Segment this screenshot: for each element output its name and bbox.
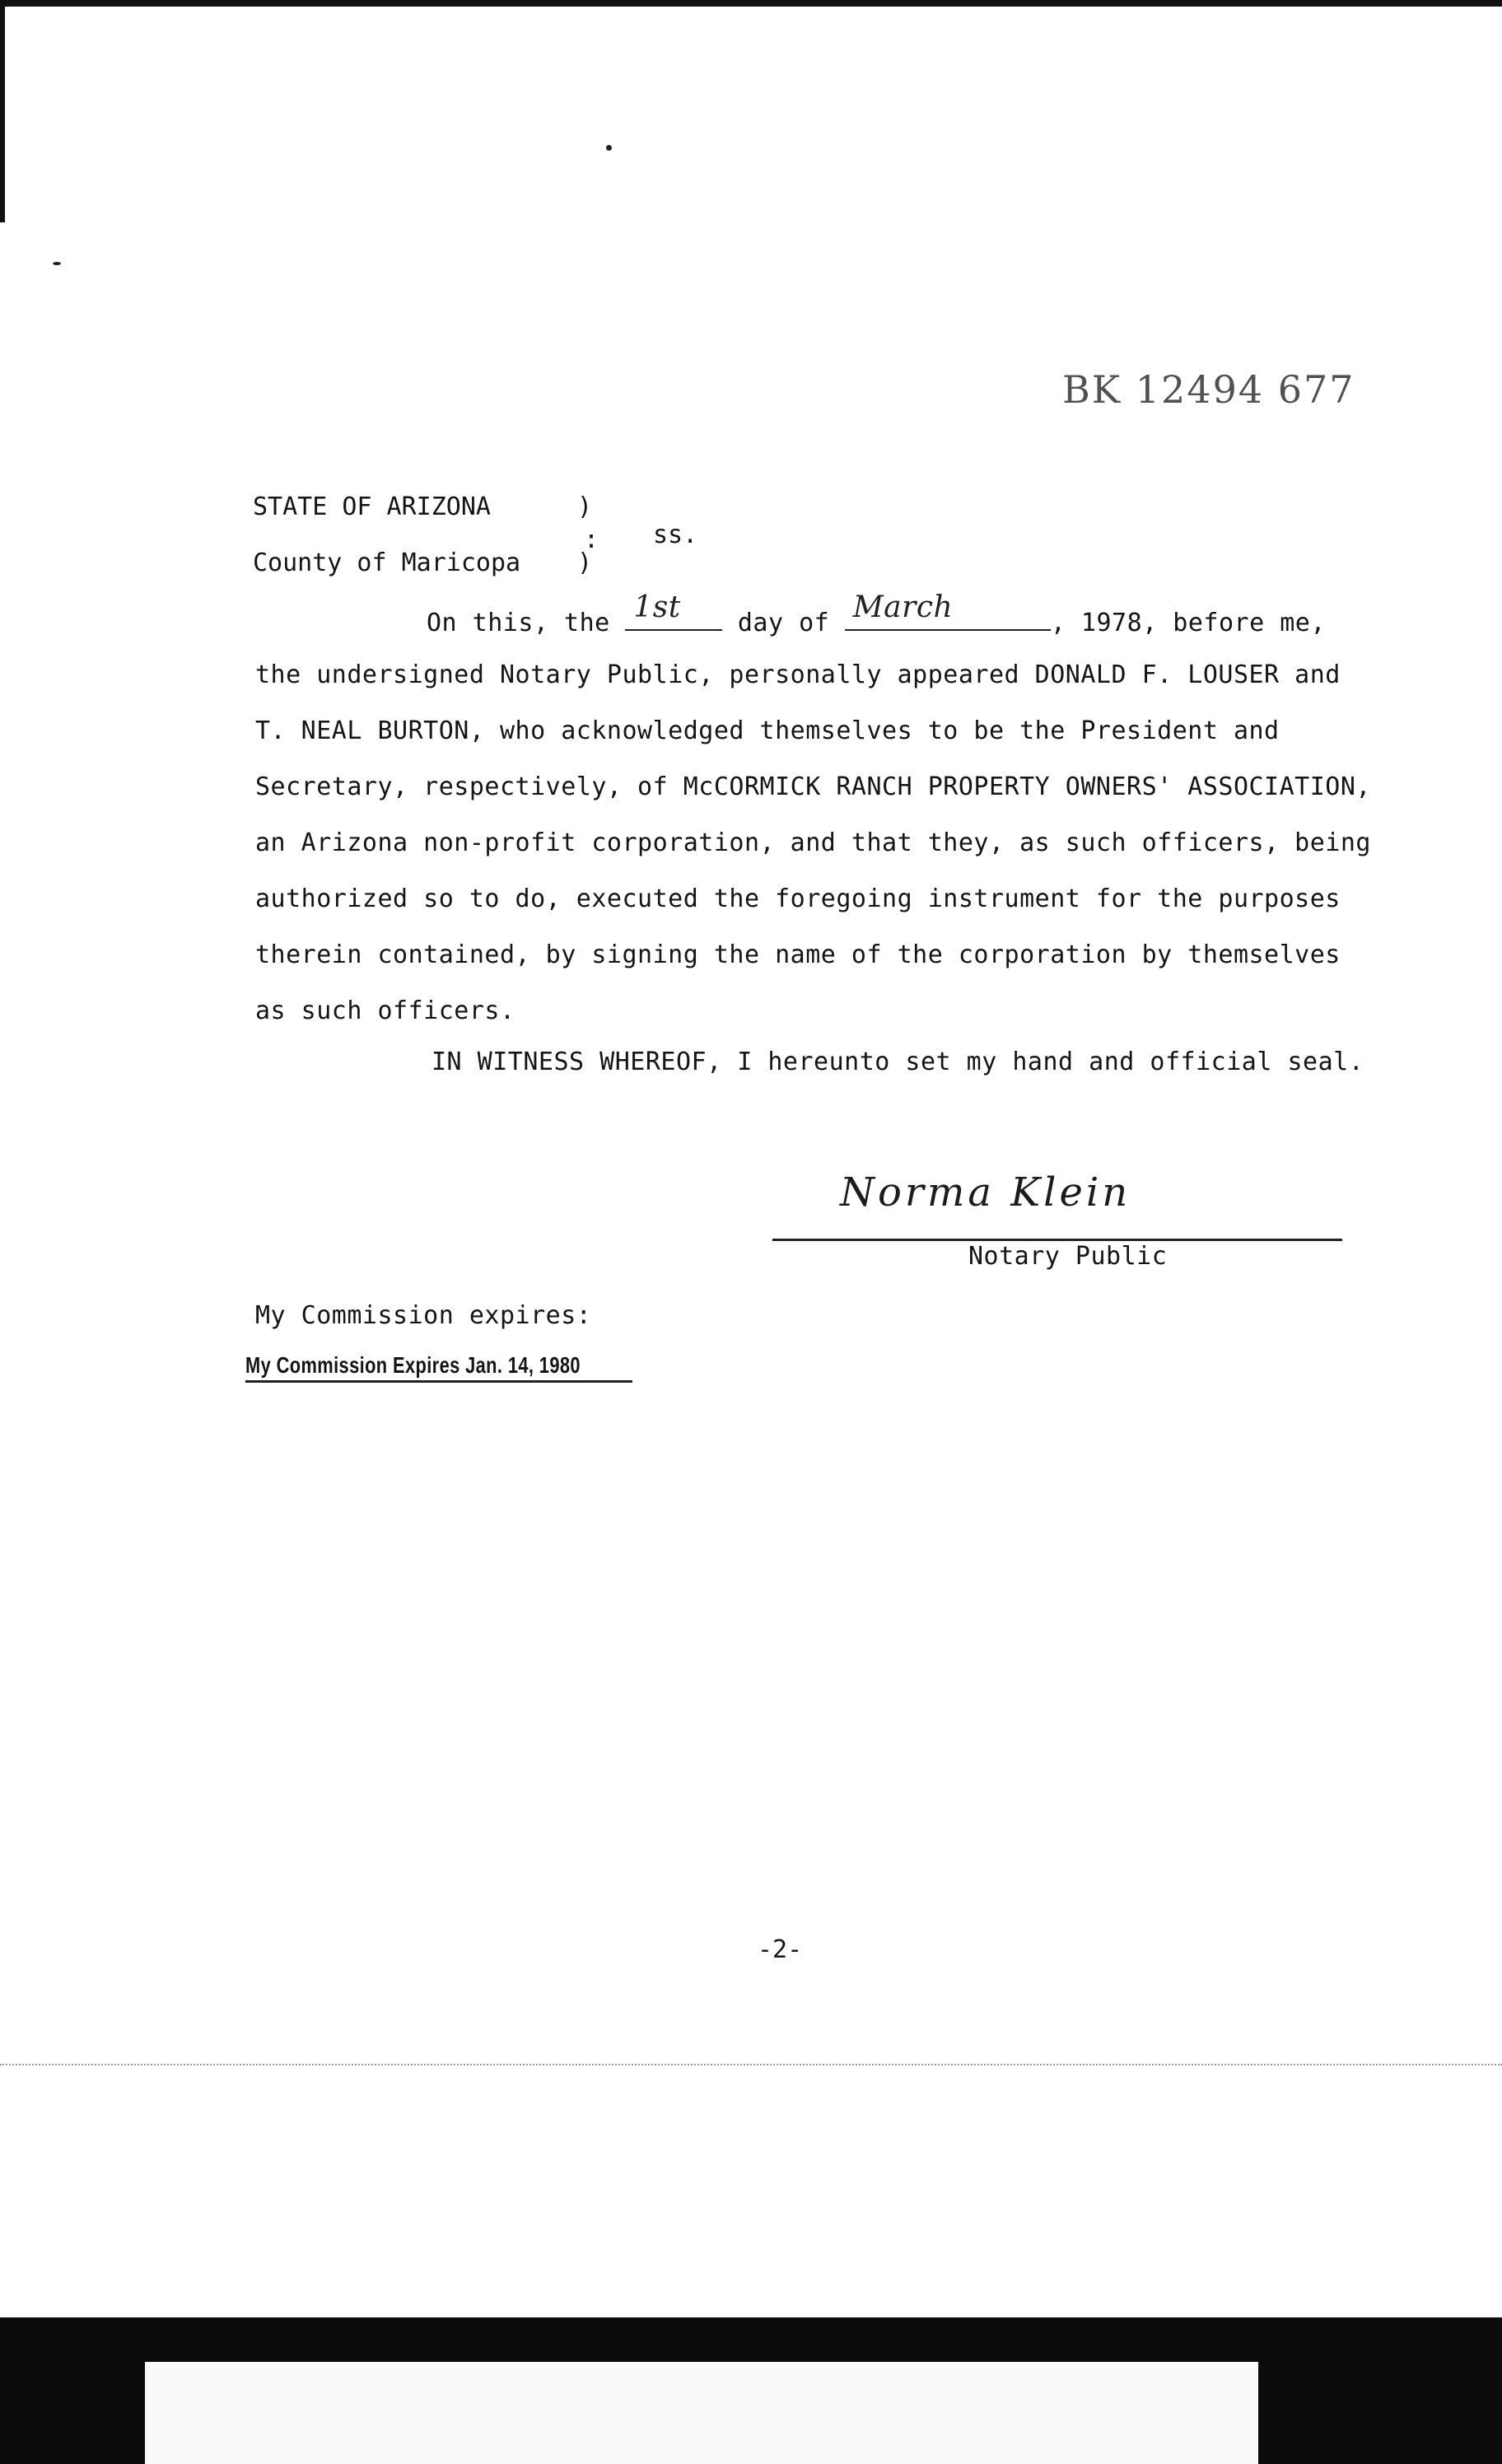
document-number: BK 12494 677 <box>1062 367 1355 412</box>
acknowledgment-line-5: an Arizona non-profit corporation, and that they, as such officers, being <box>255 828 1371 857</box>
acknowledgment-line-7: therein contained, by signing the name of the corporation by themselves <box>255 940 1341 969</box>
stamp-underline <box>245 1380 632 1383</box>
notary-signature: Norma Klein <box>840 1169 1131 1216</box>
state-label: STATE OF ARIZONA <box>253 492 491 521</box>
witness-clause: IN WITNESS WHEREOF, I hereunto set my hand and official seal. <box>431 1048 1364 1076</box>
commission-label: My Commission expires: <box>255 1301 592 1330</box>
page-number: -2- <box>758 1935 803 1964</box>
day-blank <box>625 590 722 631</box>
line1-suffix: , 1978, before me, <box>1050 609 1326 637</box>
scan-speck <box>53 262 61 265</box>
acknowledgment-line-4: Secretary, respectively, of McCORMICK RANCH PROPERTY OWNERS' ASSOCIATION, <box>255 772 1371 801</box>
notary-public-label: Notary Public <box>968 1242 1168 1271</box>
scan-left-edge <box>0 0 5 222</box>
commission-expiry-stamp: My Commission Expires Jan. 14, 1980 <box>245 1352 581 1378</box>
caption-paren-top: ) <box>577 492 593 521</box>
acknowledgment-line-2: the undersigned Notary Public, personally appeared DONALD F. LOUSER and <box>255 660 1341 689</box>
caption-colon: : <box>584 525 599 554</box>
scan-top-edge <box>0 0 1502 7</box>
acknowledgment-line-3: T. NEAL BURTON, who acknowledged themselves to be the President and <box>255 716 1280 745</box>
signature-line <box>772 1239 1342 1241</box>
line1-prefix: On this, the <box>427 609 610 637</box>
acknowledgment-line-8: as such officers. <box>255 996 515 1025</box>
acknowledgment-line-6: authorized so to do, executed the foregoing instrument for the purposes <box>255 884 1341 913</box>
scan-bottom-inner <box>145 2362 1258 2464</box>
day-handwritten: 1st <box>633 590 681 624</box>
scan-noise-line <box>0 2064 1502 2065</box>
scan-speck <box>606 145 612 151</box>
venue-caption <box>253 492 698 604</box>
county-label: County of Maricopa <box>253 548 521 577</box>
month-handwritten: March <box>852 590 954 624</box>
acknowledgment-line-1 <box>427 590 1326 637</box>
month-blank <box>845 590 1051 631</box>
caption-paren-bottom: ) <box>577 548 593 577</box>
ss-label: ss. <box>653 520 698 549</box>
line1-mid: day of <box>737 609 830 637</box>
